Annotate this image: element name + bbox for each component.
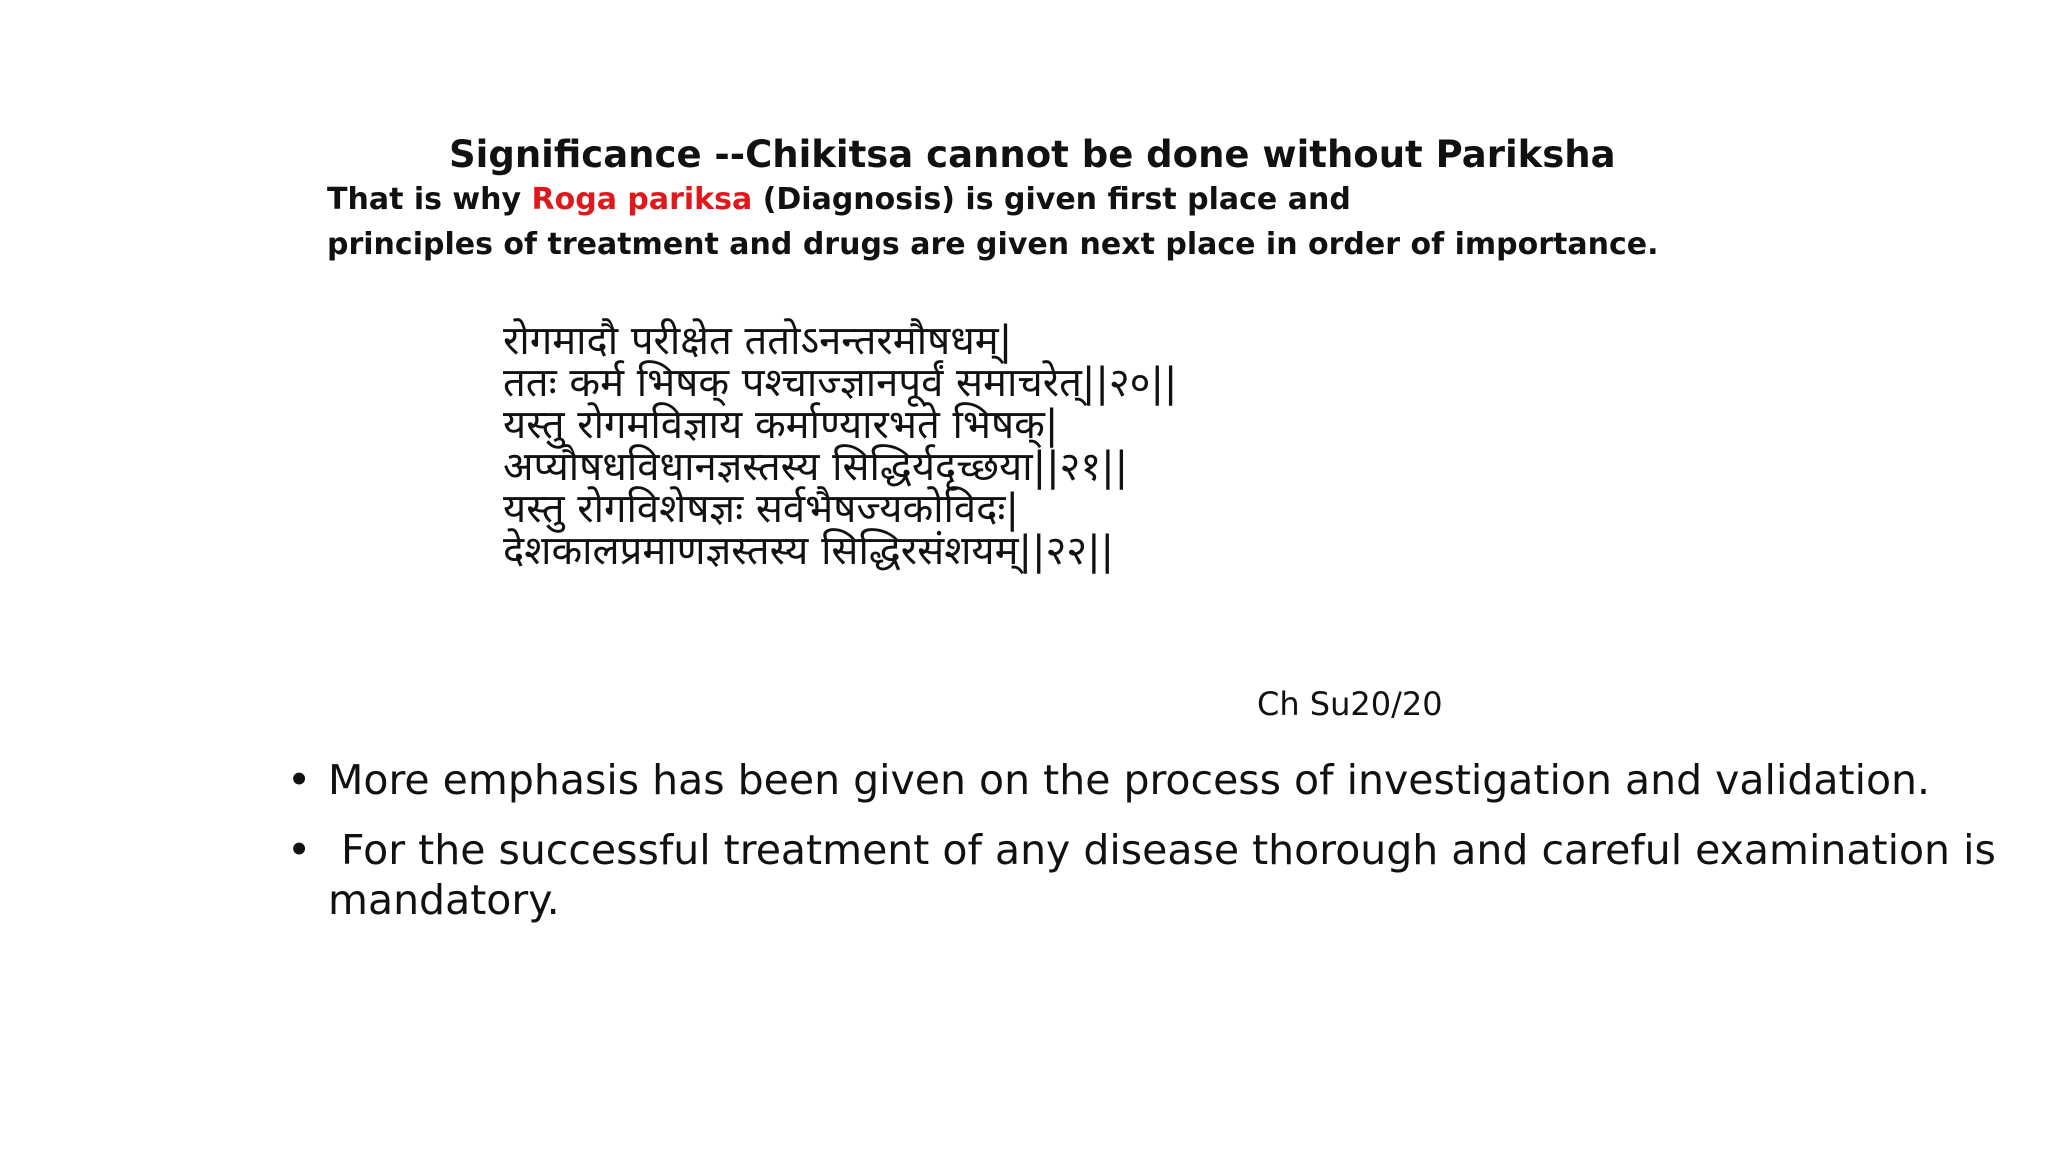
verse-line: रोगमादौ परीक्षेत ततोऽनन्तरमौषधम्|: [503, 318, 1013, 364]
bullet-text: More emphasis has been given on the process of investigation and validation.: [328, 756, 1931, 804]
verse-citation: Ch Su20/20: [1257, 685, 1443, 723]
verse-line: ततः कर्म भिषक् पश्चाज्ज्ञानपूर्वं समाचरेत्||२०||: [503, 360, 1178, 406]
list-item: [287, 755, 2017, 805]
verse-line: अप्यौषधविधानज्ञस्तस्य सिद्धिर्यदृच्छया||२१||: [503, 444, 1129, 490]
verse-line: देशकालप्रमाणज्ञस्तस्य सिद्धिरसंशयम्||२२||: [503, 528, 1115, 574]
intro-text-before: That is why: [327, 182, 532, 217]
slide-title: Significance --Chikitsa cannot be done without Pariksha: [449, 133, 1616, 176]
bullet-icon: •: [287, 826, 312, 874]
verse-line: यस्तु रोगमविज्ञाय कर्माण्यारभते भिषक्|: [503, 402, 1059, 448]
verse-line: यस्तु रोगविशेषज्ञः सर्वभैषज्यकोविदः|: [503, 486, 1019, 532]
bullet-list: [287, 755, 2017, 945]
intro-line-1: [327, 180, 1351, 220]
bullet-text: For the successful treatment of any disease thorough and careful examination is mandatory.: [328, 826, 2009, 924]
bullet-icon: •: [287, 756, 312, 804]
list-item: [287, 825, 2017, 925]
sanskrit-verse: [503, 320, 1177, 572]
roga-pariksa-highlight: Roga pariksa: [531, 182, 753, 217]
intro-line-2: principles of treatment and drugs are given next place in order of importance.: [327, 227, 1659, 262]
intro-text-after: (Diagnosis) is given first place and: [752, 182, 1351, 217]
